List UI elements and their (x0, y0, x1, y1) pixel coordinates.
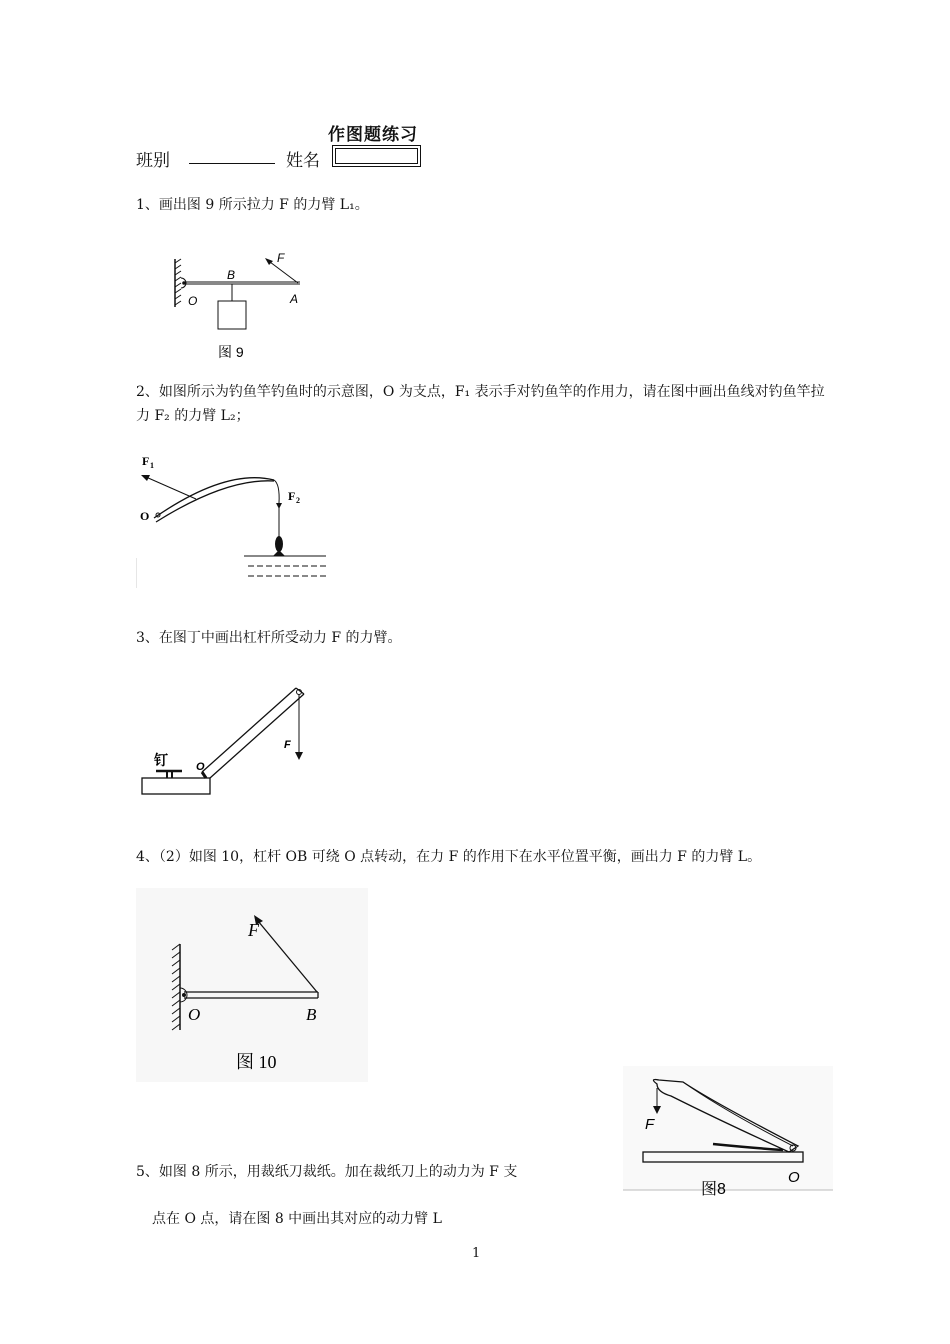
fig8-caption: 图8 (701, 1181, 726, 1198)
figure-9-diagram (160, 245, 310, 365)
fig10-label-F: F (248, 920, 259, 940)
fig8-label-F: F (645, 1116, 655, 1133)
name-field[interactable] (332, 145, 421, 167)
figure-10-lever-diagram (136, 888, 368, 1082)
fishing-label-F1-sub: 1 (150, 461, 154, 470)
question-5-text-line1: 5、如图 8 所示，用裁纸刀裁纸。加在裁纸刀上的动力为 F 支 (136, 1164, 518, 1180)
fishing-rod-diagram (136, 448, 328, 588)
fig9-label-B: B (227, 268, 236, 282)
page-number: 1 (472, 1246, 481, 1261)
fishing-label-F2: F (288, 489, 296, 503)
page-title: 作图题练习 (328, 125, 418, 145)
fig8-label-O: O (788, 1169, 800, 1186)
fishing-label-O: O (140, 509, 150, 523)
question-5-text-line2: 点在 O 点，请在图 8 中画出其对应的动力臂 L (152, 1211, 442, 1227)
ding-label-F: F (284, 739, 291, 751)
fishing-label-F2-sub: 2 (296, 496, 300, 505)
question-1-text: 1、画出图 9 所示拉力 F 的力臂 L₁。 (136, 197, 369, 213)
question-3-text: 3、在图丁中画出杠杆所受动力 F 的力臂。 (136, 630, 402, 646)
figure-ding-lever-diagram (136, 672, 326, 804)
fig10-label-O: O (188, 1005, 201, 1024)
figure-8-paper-cutter-diagram (623, 1066, 833, 1198)
fig9-caption: 图 9 (218, 344, 244, 360)
fig9-label-O: O (188, 294, 198, 308)
fig10-caption: 图 10 (236, 1052, 277, 1072)
ding-label-nail: 钉 (154, 753, 168, 769)
question-2-text: 2、如图所示为钓鱼竿钓鱼时的示意图，O 为支点，F₁ 表示手对钓鱼竿的作用力，请在图中画出鱼线对钓鱼竿拉力 F₂ 的力臂 L₂； (136, 384, 825, 424)
name-label: 姓名 (286, 151, 320, 171)
ding-label-O: O (196, 761, 205, 773)
fig10-label-B: B (306, 1005, 317, 1024)
question-4-text: 4、（2）如图 10，杠杆 OB 可绕 O 点转动，在力 F 的作用下在水平位置平衡，画出力 F 的力臂 L。 (136, 849, 762, 865)
fig9-label-F: F (277, 251, 285, 265)
fishing-label-F1: F (142, 454, 150, 468)
fig9-label-A: A (290, 292, 299, 306)
class-label: 班别 (136, 151, 170, 171)
class-blank-field[interactable] (189, 163, 275, 164)
